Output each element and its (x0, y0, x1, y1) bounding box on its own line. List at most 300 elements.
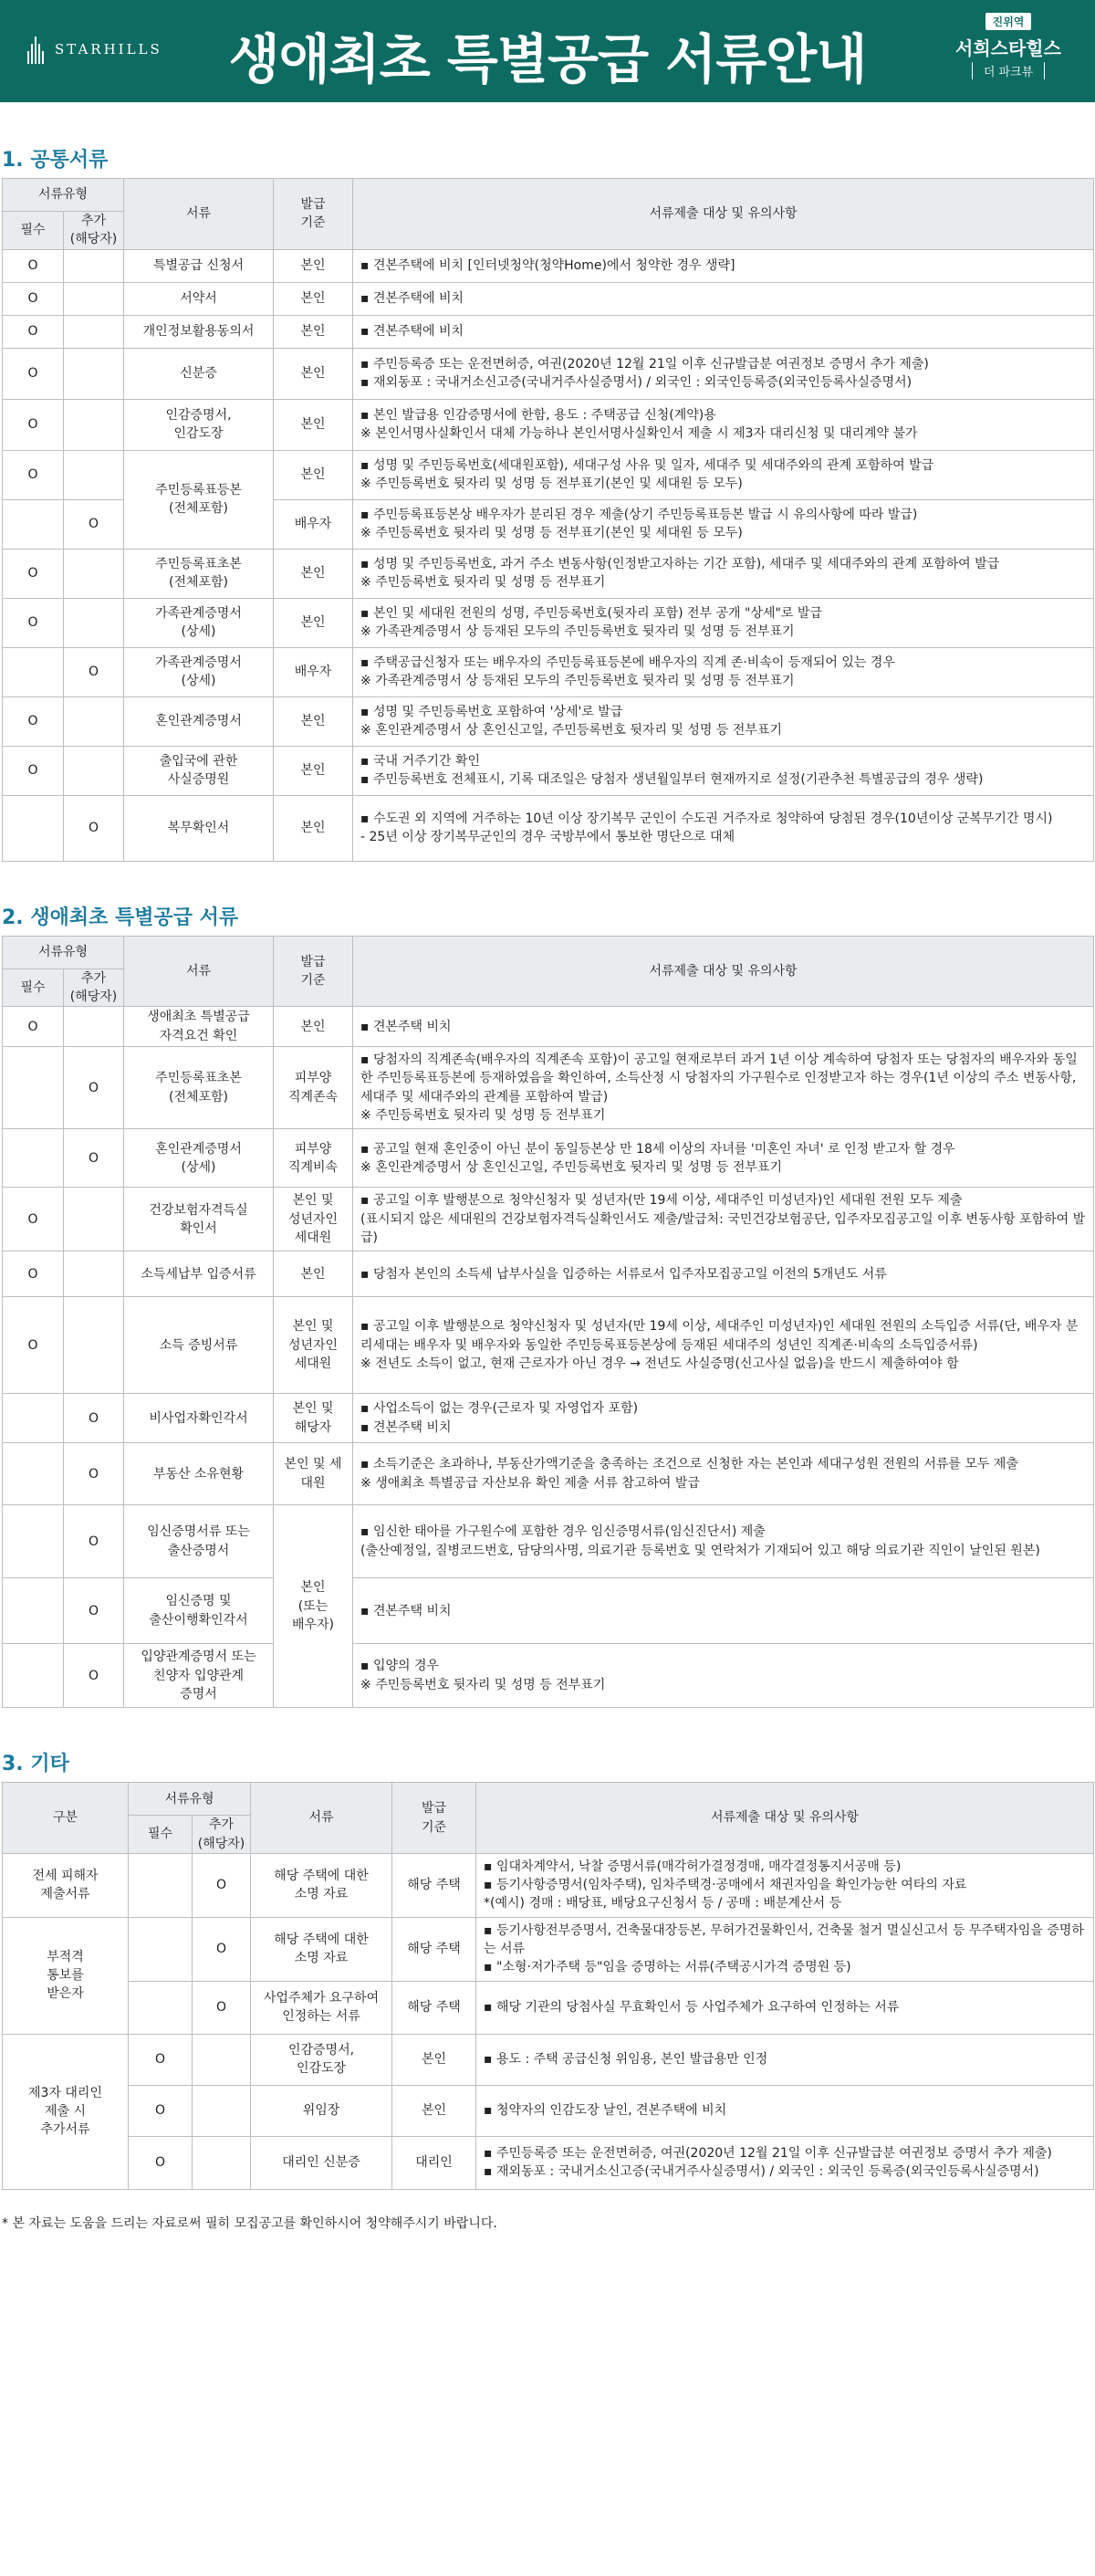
note-line: ▪ 등기사항전부증명서, 건축물대장등본, 무허가건물확인서, 건축물 철거 멸실신고서 등 무주택자임을 증명하는 서류 (484, 1922, 1084, 1957)
document-name (124, 1394, 274, 1443)
document-name-text: 특별공급 신청서 (152, 257, 245, 273)
required-mark (129, 1917, 193, 1981)
issuer-text: 본인 (300, 1266, 326, 1282)
table-row (3, 1505, 1094, 1578)
required-mark (3, 1505, 64, 1578)
note-line: ▪ 당첨자 본인의 소득세 납부사실을 입증하는 서류로서 입주자모집공고일 이전의 5개년도 서류 (360, 1266, 887, 1282)
issuer (274, 315, 353, 348)
document-name (124, 348, 274, 399)
category (3, 1853, 129, 1917)
footnote: * 본 자료는 도움을 드리는 자료로써 필히 모집공고를 확인하시어 청약해주시기 바랍니다. (2, 2215, 497, 2231)
note-line: ▪ 주택공급신청자 또는 배우자의 주민등록표등본에 배우자의 직계 존·비속이 등재되어 있는 경우 (360, 654, 895, 670)
required-mark (3, 348, 64, 399)
notes-cell (353, 1578, 1094, 1644)
additional-mark (64, 399, 124, 450)
common-documents-table (2, 178, 1094, 862)
issuer-text: 본인 (300, 762, 326, 778)
issuer (274, 795, 353, 861)
col-additional (64, 212, 124, 250)
required-mark (3, 795, 64, 861)
document-name-text: 인감증명서, 인감도장 (165, 407, 232, 442)
note-line: ※ 혼인관계증명서 상 혼인신고일, 주민등록번호 뒷자리 및 성명 등 전부표기 (360, 1159, 782, 1175)
col-required: 필수 (3, 969, 64, 1007)
col-notes: 서류제출 대상 및 유의사항 (353, 936, 1094, 1007)
category (3, 2034, 129, 2189)
section-title: 1. 공통서류 (2, 149, 109, 172)
table-row (3, 249, 1094, 282)
additional-mark (193, 1917, 251, 1981)
table-row (3, 1853, 1094, 1917)
required-mark-text: O (27, 466, 38, 482)
required-mark-text: O (27, 416, 38, 432)
note-line: ▪ 견본주택에 비치 [인터넷청약(청약Home)에서 청약한 경우 생략] (360, 257, 735, 273)
table-row (3, 282, 1094, 315)
document-name (124, 399, 274, 450)
document-name-text: 해당 주택에 대한 소명 자료 (274, 1869, 369, 1902)
col-document: 서류 (251, 1783, 392, 1854)
issuer (274, 348, 353, 399)
document-name-text: 신분증 (180, 365, 217, 381)
notes-cell (353, 696, 1094, 746)
note-line: ▪ 성명 및 주민등록번호, 과거 주소 변동사항(인정받고자하는 기간 포함), 세대주 및 세대주와의 관계 포함하여 발급 (360, 556, 1000, 571)
document-name-text: 출입국에 관한 사실증명원 (159, 753, 238, 788)
issuer-text: 본인 (300, 290, 326, 306)
additional-mark (64, 1443, 124, 1505)
col-issuer-label: 발급 기준 (421, 1801, 447, 1835)
note-line: ※ 주민등록번호 뒷자리 및 성명 등 전부표기 (360, 1677, 606, 1692)
note-line: ▪ 견본주택에 비치 (360, 290, 464, 306)
issuer-text: 본인 (300, 1019, 326, 1034)
document-name (251, 2085, 392, 2136)
note-line: ▪ 해당 기관의 당첨사실 무효확인서 등 사업주체가 요구하여 인정하는 서류 (484, 1999, 900, 2015)
notes-cell (353, 1047, 1094, 1129)
additional-mark-text: O (88, 1410, 99, 1426)
document-name-text: 혼인관계증명서 (155, 713, 242, 728)
note-line: ※ 주민등록번호 뒷자리 및 성명 등 전부표기(본인 및 세대원 등 모두) (360, 476, 743, 492)
additional-mark (64, 1251, 124, 1297)
notes-cell (476, 2085, 1094, 2136)
additional-mark-text: O (88, 1080, 99, 1095)
required-mark-text: O (27, 1211, 38, 1227)
document-name-text: 주민등록표초본 (전체포함) (155, 1071, 242, 1105)
document-name-text: 소득 증빙서류 (159, 1337, 238, 1353)
issuer-text: 본인 (300, 365, 326, 381)
required-mark (3, 696, 64, 746)
issuer (274, 1505, 353, 1708)
issuer (274, 450, 353, 499)
additional-mark-text: O (88, 1150, 99, 1166)
additional-mark (193, 2085, 251, 2136)
notes-cell (353, 1644, 1094, 1708)
additional-mark-text: O (215, 1878, 227, 1893)
notes-cell (353, 1297, 1094, 1394)
note-line: ▪ "소형·저가주택 등"임을 증명하는 서류(주택공시가격 증명원 등) (484, 1960, 851, 1975)
issuer (274, 746, 353, 795)
required-mark (3, 1129, 64, 1188)
category-text: 제3자 대리인 제출 시 추가서류 (28, 2085, 102, 2138)
required-mark-text: O (27, 323, 38, 339)
note-line: ▪ 청약자의 인감도장 날인, 견본주택에 비치 (484, 2102, 727, 2118)
issuer (392, 2136, 476, 2189)
issuer (274, 1297, 353, 1394)
notes-cell (476, 1917, 1094, 1981)
required-mark-text: O (27, 257, 38, 273)
issuer (274, 1047, 353, 1129)
document-name (124, 1297, 274, 1394)
table-row (3, 598, 1094, 647)
document-name (124, 315, 274, 348)
document-name-text: 소득세납부 입증서류 (141, 1266, 256, 1282)
note-line: ▪ 수도권 외 지역에 거주하는 10년 이상 장기복무 군인이 수도권 거주자로 청약하여 당첨된 경우(10년이상 군복무기간 명시) (360, 811, 1053, 826)
table-row (3, 2034, 1094, 2085)
additional-mark (64, 1007, 124, 1047)
document-name-text: 주민등록표등본 (전체포함) (155, 482, 242, 517)
additional-mark (64, 1644, 124, 1708)
issuer-text: 피부양 직계비속 (287, 1141, 339, 1175)
additional-mark (64, 499, 124, 549)
table-row (3, 647, 1094, 696)
additional-mark-text: O (215, 1942, 227, 1957)
additional-mark (64, 1394, 124, 1443)
issuer-text: 해당 주택 (407, 1942, 461, 1957)
notes-cell (353, 1443, 1094, 1505)
document-name-text: 생애최초 특별공급 자격요건 확인 (147, 1010, 250, 1043)
notes-cell (353, 348, 1094, 399)
note-line: ※ 주민등록번호 뒷자리 및 성명 등 전부표기(본인 및 세대원 등 모두) (360, 526, 743, 541)
note-line: ※ 가족관계증명서 상 등재된 모두의 주민등록번호 뒷자리 및 성명 등 전부표기 (360, 674, 795, 689)
notes-cell (353, 549, 1094, 598)
note-line: ※ 주민등록번호 뒷자리 및 성명 등 전부표기 (360, 1108, 606, 1124)
required-mark-text: O (27, 290, 38, 306)
additional-mark (64, 249, 124, 282)
document-name (124, 1578, 274, 1644)
note-line: (표시되지 않은 세대원의 건강보험자격득실확인서도 제출/발급처: 국민건강보험공단, 입주자모집공고일 이후 변동사항 포함하여 발급) (360, 1211, 1086, 1245)
required-mark (3, 249, 64, 282)
document-name-text: 임신증명서류 또는 출산증명서 (147, 1524, 250, 1558)
additional-mark (64, 598, 124, 647)
issuer-text: 본인 및 성년자인 세대원 (287, 1319, 339, 1371)
issuer-text: 본인 (300, 565, 326, 581)
issuer-text: 본인 (300, 466, 326, 482)
issuer (392, 1853, 476, 1917)
note-line: ▪ 재외동포 : 국내거소신고증(국내거주사실증명서) / 외국인 : 외국인 등록증(외국인등록사실증명서) (484, 2164, 1039, 2180)
issuer (392, 1917, 476, 1981)
document-name (124, 647, 274, 696)
section-common-documents (0, 144, 1095, 862)
required-mark (3, 399, 64, 450)
issuer-text: 해당 주택 (407, 1999, 461, 2015)
document-name (124, 450, 274, 549)
table-row (3, 746, 1094, 795)
note-line: ▪ 주민등록표등본상 배우자가 분리된 경우 제출(상기 주민등록표등본 발급 시 유의사항에 따라 발급) (360, 507, 918, 522)
issuer-text: 본인 (또는 배우자) (291, 1580, 335, 1632)
document-name (124, 1443, 274, 1505)
additional-mark (64, 315, 124, 348)
additional-mark (64, 1505, 124, 1578)
col-issuer (274, 936, 353, 1007)
document-name-text: 사업주체가 요구하여 인정하는 서류 (263, 1990, 380, 2025)
required-mark (3, 1188, 64, 1251)
notes-cell (353, 450, 1094, 499)
additional-mark (64, 348, 124, 399)
document-name-text: 개인정보활용동의서 (142, 323, 255, 339)
notes-cell (476, 1981, 1094, 2034)
required-mark-text: O (154, 2102, 166, 2118)
note-line: ▪ 소득기준은 초과하나, 부동산가액기준을 충족하는 조건으로 신청한 자는 본인과 세대구성원 전원의 서류를 모두 제출 (360, 1457, 1018, 1472)
note-line: ※ 혼인관계증명서 상 혼인신고일, 주민등록번호 뒷자리 및 성명 등 전부표기 (360, 723, 782, 738)
required-mark-text: O (154, 2051, 166, 2067)
document-name-text: 부동산 소유현황 (152, 1466, 245, 1482)
note-line: *(예시) 경매 : 배당표, 배당요구신청서 등 / 공매 : 배분계산서 등 (484, 1896, 842, 1911)
document-name (124, 249, 274, 282)
issuer (274, 1007, 353, 1047)
required-mark-text: O (27, 1337, 38, 1353)
issuer (274, 499, 353, 549)
issuer (274, 696, 353, 746)
issuer-text: 본인 (421, 2102, 447, 2118)
additional-mark (64, 1297, 124, 1394)
table-row (3, 450, 1094, 499)
col-document: 서류 (124, 936, 274, 1007)
document-name-text: 복무확인서 (167, 820, 230, 835)
issuer (274, 1251, 353, 1297)
additional-mark (64, 1047, 124, 1129)
document-name (124, 549, 274, 598)
note-line: ※ 주민등록번호 뒷자리 및 성명 등 전부표기 (360, 575, 606, 591)
additional-mark-text: O (88, 516, 99, 531)
required-mark-text: O (27, 614, 38, 630)
notes-cell (353, 499, 1094, 549)
col-notes: 서류제출 대상 및 유의사항 (476, 1783, 1094, 1854)
document-name-text: 건강보험자격득실 확인서 (149, 1202, 248, 1236)
table-row (3, 1251, 1094, 1297)
document-name (124, 1644, 274, 1708)
issuer-text: 본인 (300, 820, 326, 835)
table-row (3, 1981, 1094, 2034)
required-mark (3, 1047, 64, 1129)
logo-text: STARHILLS (55, 41, 162, 58)
issuer (274, 1188, 353, 1251)
additional-mark (64, 1578, 124, 1644)
additional-mark (64, 696, 124, 746)
notes-cell (476, 2034, 1094, 2085)
notes-cell (353, 399, 1094, 450)
note-line: ▪ 당첨자의 직계존속(배우자의 직계존속 포함)이 공고일 현재로부터 과거 1년 이상 계속하여 당첨자 또는 당첨자의 배우자와 동일 한 주민등록표등본에 등재하였음을 확인하여, 소득산정 시 당첨자의 가구원수로 인정받고자 하는 경우(1년 이상의 주소 변동사항, 세대주 및 세대주와의 관계를 포함하여 발급) (360, 1052, 1078, 1105)
section-other-documents (0, 1748, 1095, 2189)
required-mark (3, 282, 64, 315)
note-line: ▪ 국내 거주기간 확인 (360, 753, 481, 769)
document-name-text: 주민등록표초본 (전체포함) (155, 556, 242, 591)
table-row (3, 696, 1094, 746)
issuer-text: 본인 (300, 614, 326, 630)
additional-mark (64, 450, 124, 499)
additional-mark (64, 1129, 124, 1188)
col-issuer (392, 1783, 476, 1854)
document-name (124, 1129, 274, 1188)
col-additional-label: 추가 (해당자) (69, 970, 118, 1004)
notes-cell (353, 282, 1094, 315)
issuer-text: 배우자 (294, 664, 332, 679)
required-mark-text: O (27, 1019, 38, 1034)
table-row (3, 1917, 1094, 1981)
note-line: ▪ 본인 발급용 인감증명서에 한함, 용도 : 주택공급 신청(계약)용 (360, 407, 716, 423)
notes-cell (353, 249, 1094, 282)
note-line: ▪ 견본주택 비치 (360, 1603, 452, 1618)
notes-cell (353, 1007, 1094, 1047)
category (3, 1917, 129, 2034)
document-name (124, 1188, 274, 1251)
required-mark-text: O (27, 762, 38, 778)
issuer-text: 본인 및 해당자 (292, 1401, 334, 1435)
document-name-text: 가족관계증명서 (상세) (155, 605, 242, 640)
issuer-text: 본인 및 성년자인 세대원 (287, 1193, 339, 1245)
brand-tag: 진위역 (986, 13, 1032, 30)
page-title: 생애최초 특별공급 서류안내 (228, 28, 867, 90)
issuer (274, 249, 353, 282)
col-document: 서류 (124, 179, 274, 250)
additional-mark (64, 1188, 124, 1251)
notes-cell (353, 647, 1094, 696)
document-name (124, 598, 274, 647)
required-mark (3, 1007, 64, 1047)
additional-mark (64, 647, 124, 696)
required-mark (3, 647, 64, 696)
required-mark-text: O (27, 1266, 38, 1282)
document-name-text: 임신증명 및 출산이행확인각서 (149, 1594, 248, 1628)
required-mark (129, 1853, 193, 1917)
col-category: 구분 (3, 1783, 129, 1854)
notes-cell (353, 1394, 1094, 1443)
issuer-text: 해당 주택 (407, 1878, 461, 1893)
category-text: 부적격 통보를 받은자 (47, 1949, 84, 2002)
note-line: ▪ 견본주택에 비치 (360, 323, 464, 339)
col-required: 필수 (3, 212, 64, 250)
required-mark-text: O (27, 713, 38, 728)
table-row (3, 1129, 1094, 1188)
note-line: ※ 가족관계증명서 상 등재된 모두의 주민등록번호 뒷자리 및 성명 등 전부표기 (360, 624, 795, 640)
required-mark (3, 1644, 64, 1708)
required-mark-text: O (154, 2154, 166, 2170)
issuer (274, 598, 353, 647)
col-issuer-label: 발급 기준 (300, 954, 326, 988)
additional-mark (193, 2136, 251, 2189)
note-line: ▪ 공고일 이후 발행분으로 청약신청자 및 성년자(만 19세 이상, 세대주인 미성년자)인 세대원 전원의 소득입증 서류(단, 배우자 분리세대는 배우자 및 배우자와 동일한 주민등록표등본상에 등재된 세대주의 성년인 직계존·비속의 소득입증서류) (360, 1319, 1079, 1353)
document-name (124, 1251, 274, 1297)
document-name-text: 입양관계증명서 또는 친양자 입양관계 증명서 (141, 1649, 256, 1702)
document-name-text: 해당 주택에 대한 소명 자료 (274, 1932, 369, 1966)
note-line: ※ 본인서명사실확인서 대체 가능하나 본인서명사실확인서 제출 시 제3자 대리신청 및 대리계약 불가 (360, 426, 918, 442)
notes-cell (353, 746, 1094, 795)
table-row (3, 1297, 1094, 1394)
table-row (3, 399, 1094, 450)
notes-cell (476, 1853, 1094, 1917)
required-mark (3, 746, 64, 795)
document-name (124, 746, 274, 795)
required-mark-text: O (27, 365, 38, 381)
notes-cell (353, 1129, 1094, 1188)
document-name (124, 282, 274, 315)
required-mark (3, 450, 64, 499)
note-line: ▪ 용도 : 주택 공급신청 위임용, 본인 발급용만 인정 (484, 2051, 768, 2067)
issuer (274, 549, 353, 598)
note-line: ▪ 임대차계약서, 낙찰 증명서류(매각허가결정경매, 매각결정통지서공매 등) (484, 1859, 902, 1874)
issuer-text: 피부양 직계존속 (287, 1071, 339, 1105)
note-line: (출산예정일, 질병코드번호, 담당의사명, 의료기관 등록번호 및 연락처가 기재되어 있고 해당 의료기관 직인이 날인된 원본) (360, 1543, 1040, 1558)
required-mark (3, 1297, 64, 1394)
document-name (251, 2034, 392, 2085)
table-row (3, 1443, 1094, 1505)
section-title: 2. 생애최초 특별공급 서류 (2, 906, 239, 929)
additional-mark-text: O (88, 1466, 99, 1482)
brand-sub: 더 파크뷰 (972, 62, 1045, 79)
document-name-text: 혼인관계증명서 (상세) (155, 1141, 242, 1175)
note-line: ▪ 공고일 이후 발행분으로 청약신청자 및 성년자(만 19세 이상, 세대주인 미성년자)인 세대원 전원 모두 제출 (360, 1193, 963, 1209)
additional-mark (193, 1981, 251, 2034)
additional-mark (64, 282, 124, 315)
table-row (3, 315, 1094, 348)
note-line: ▪ 공고일 현재 혼인중이 아닌 분이 동일등본상 만 18세 이상의 자녀를 '미혼인 자녀' 로 인정 받고자 할 경우 (360, 1141, 955, 1157)
required-mark-text: O (27, 565, 38, 581)
issuer (274, 647, 353, 696)
additional-mark-text: O (88, 1603, 99, 1618)
note-line: ▪ 성명 및 주민등록번호 포함하여 '상세'로 발급 (360, 704, 623, 719)
table-row (3, 549, 1094, 598)
note-line: ▪ 견본주택 비치 (360, 1419, 452, 1435)
col-doc-type: 서류유형 (129, 1783, 251, 1816)
table-row (3, 795, 1094, 861)
issuer-text: 본인 (300, 713, 326, 728)
document-name (251, 2136, 392, 2189)
issuer-text: 본인 (300, 257, 326, 273)
issuer (274, 1443, 353, 1505)
table-row (3, 1007, 1094, 1047)
required-mark (129, 2034, 193, 2085)
issuer-text: 본인 및 세 대원 (284, 1457, 342, 1491)
table-row (3, 2085, 1094, 2136)
notes-cell (353, 315, 1094, 348)
note-line: ▪ 주민등록번호 전체표시, 기록 대조일은 당첨자 생년월일부터 현재까지로 설정(기관추천 특별공급의 경우 생략) (360, 772, 984, 788)
col-additional (193, 1816, 251, 1854)
note-line: ※ 생애최초 특별공급 자산보유 확인 제출 서류 참고하여 발급 (360, 1475, 700, 1491)
issuer (392, 2085, 476, 2136)
issuer (392, 2034, 476, 2085)
additional-mark (64, 795, 124, 861)
first-time-documents-table (2, 936, 1094, 1709)
issuer-text: 본인 (421, 2051, 447, 2067)
document-name (124, 1047, 274, 1129)
col-doc-type: 서류유형 (3, 179, 124, 212)
table-row (3, 348, 1094, 399)
document-name (124, 1007, 274, 1047)
document-name (124, 696, 274, 746)
required-mark (129, 2136, 193, 2189)
required-mark (3, 1578, 64, 1644)
table-row (3, 1188, 1094, 1251)
additional-mark (193, 2034, 251, 2085)
document-name-text: 위임장 (302, 2102, 340, 2118)
notes-cell (353, 1505, 1094, 1578)
col-additional-label: 추가 (해당자) (197, 1817, 245, 1851)
table-row (3, 1047, 1094, 1129)
issuer (274, 399, 353, 450)
note-line: ※ 전년도 소득이 없고, 현재 근로자가 아닌 경우 → 전년도 사실증명(신고사실 없음)을 반드시 제출하여야 함 (360, 1356, 959, 1371)
col-doc-type: 서류유형 (3, 936, 124, 969)
document-name (124, 795, 274, 861)
header-banner (0, 0, 1095, 102)
required-mark (3, 549, 64, 598)
issuer-text: 본인 (300, 416, 326, 432)
note-line: ▪ 등기사항증명서(임차주택), 임차주택경·공매에서 채권자임을 확인가능한 여타의 자료 (484, 1878, 967, 1893)
